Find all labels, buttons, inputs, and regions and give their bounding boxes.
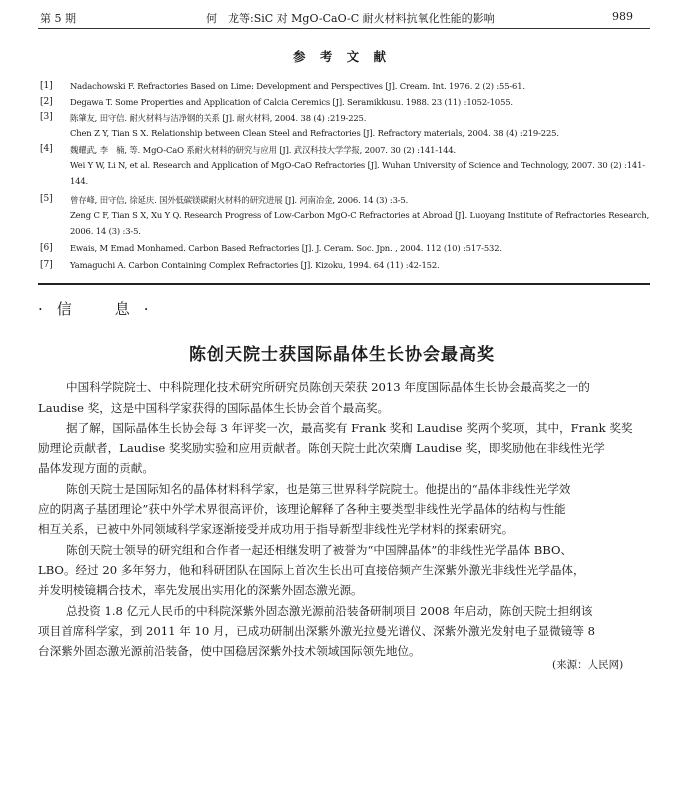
reference-entry: Nadachowski F. Refractories Based on Lime: Development and Perspectives [J]. Cream. Int. 1976. 2 (2) :55-61.	[70, 81, 525, 91]
references-title: 参 考 文 献	[292, 49, 392, 64]
reference-entry-continuation: 2006. 14 (3) :3-5.	[70, 226, 141, 236]
paragraph-line: 中国科学院院士、中科院理化技术研究所研究员陈创天荣获 2013 年度国际晶体生长协会最高奖之一的	[66, 380, 590, 394]
reference-entry: Degawa T. Some Properties and Application of Calcia Ceremics [J]. Seramikkusu. 1988. 23 (11) :1052-1055.	[70, 97, 513, 107]
paragraph-line: 晶体发现方面的贡献。	[38, 461, 154, 475]
reference-number: [6]	[40, 243, 53, 253]
paragraph-line: 励理论贡献者，Laudise 奖奖励实验和应用贡献者。陈创天院士此次荣膺 Laudise 奖，即奖励他在非线性光学	[38, 441, 605, 455]
article-title: 陈创天院士获国际晶体生长协会最高奖	[189, 345, 495, 365]
reference-number: [3]	[40, 112, 53, 122]
reference-entry-continuation: 144.	[70, 176, 89, 186]
reference-entry: 曾存峰, 田守信, 徐延庆. 国外低碳镁碳耐火材料的研究进展 [J]. 河南冶金, 2006. 14 (3) :3-5.	[70, 195, 409, 205]
paragraph-line: 相互关系，已被中外同领域科学家逐渐接受并成功用于指导新型非线性光学材料的探索研究。	[38, 522, 514, 536]
paragraph-line: 陈创天院士是国际知名的晶体材料科学家，也是第三世界科学院院士。他提出的“晶体非线性光学效	[66, 482, 571, 496]
reference-number: [1]	[40, 81, 53, 91]
reference-entry-translation: Chen Z Y, Tian S X. Relationship between Clean Steel and Refractories [J]. Refractory materials, 2004. 38 (4) :219-225.	[70, 128, 559, 138]
reference-entry: Yamaguchi A. Carbon Containing Complex Refractories [J]. Kizoku, 1994. 64 (11) :42-152.	[70, 260, 440, 270]
reference-entry: 魏耀武, 李 楠, 等. MgO-CaO 系耐火材料的研究与应用 [J]. 武汉科技大学学报, 2007. 30 (2) :141-144.	[70, 145, 457, 155]
running-title: 何 龙等:SiC 对 MgO-CaO-C 耐火材料抗氧化性能的影响	[206, 12, 495, 25]
reference-entry-translation: Wei Y W, Li N, et al. Research and Application of MgO-CaO Refractories [J]. Wuhan University of Science and Technology, 2007. 30 (2) :141-	[70, 160, 645, 170]
paragraph-line: 应的阴离子基团理论”获中外学术界很高评价，该理论解释了各种主要类型非线性光学晶体的结构与性能	[38, 502, 566, 516]
paragraph-line: 据了解，国际晶体生长协会每 3 年评奖一次，最高奖有 Frank 奖和 Laudise 奖两个奖项，其中，Frank 奖奖	[66, 421, 633, 435]
reference-entry: 陈肇友, 田守信. 耐火材料与洁净钢的关系 [J]. 耐火材料, 2004. 38 (4) :219-225.	[70, 113, 367, 123]
journal-issue: 第 5 期	[40, 12, 76, 25]
reference-number: [2]	[40, 97, 53, 107]
section-divider	[38, 283, 650, 285]
paragraph-line: 总投资 1.8 亿元人民币的中科院深紫外固态激光源前沿装备研制项目 2008 年启动，陈创天院士担纲该	[66, 604, 593, 618]
paragraph-line: 并发明棱镜耦合技术，率先发展出实用化的深紫外固态激光源。	[38, 583, 363, 597]
paragraph-line: LBO。经过 20 多年努力，他和科研团队在国际上首次生长出可直接倍频产生深紫外激光非线性光学晶体，	[38, 563, 585, 577]
reference-number: [5]	[40, 194, 53, 204]
reference-entry: Ewais, M Emad Monhamed. Carbon Based Refractories [J]. J. Ceram. Soc. Jpn. , 2004. 112 (10) :517-532.	[70, 243, 502, 253]
paragraph-line: 台深紫外固态激光源前沿装备，使中国稳居深紫外技术领域国际领先地位。	[38, 644, 421, 658]
reference-number: [7]	[40, 260, 53, 270]
reference-number: [4]	[40, 144, 53, 154]
reference-entry-translation: Zeng C F, Tian S X, Xu Y Q. Research Progress of Low-Carbon MgO-C Refractories at Abroad [J]. Luoyang Institute of Refractories Research,	[70, 210, 650, 220]
page-number: 989	[612, 10, 633, 23]
article-source: (来源：人民网)	[552, 659, 624, 671]
info-section-heading: ·信 息·	[38, 300, 163, 318]
paragraph-line: 项目首席科学家，到 2011 年 10 月，已成功研制出深紫外激光拉曼光谱仪、深紫外激光发射电子显微镜等 8	[38, 624, 596, 638]
paragraph-line: 陈创天院士领导的研究组和合作者一起还相继发明了被誉为“中国牌晶体”的非线性光学晶体 BBO、	[66, 543, 573, 557]
header-rule	[38, 28, 650, 29]
paragraph-line: Laudise 奖，这是中国科学家获得的国际晶体生长协会首个最高奖。	[38, 401, 390, 415]
